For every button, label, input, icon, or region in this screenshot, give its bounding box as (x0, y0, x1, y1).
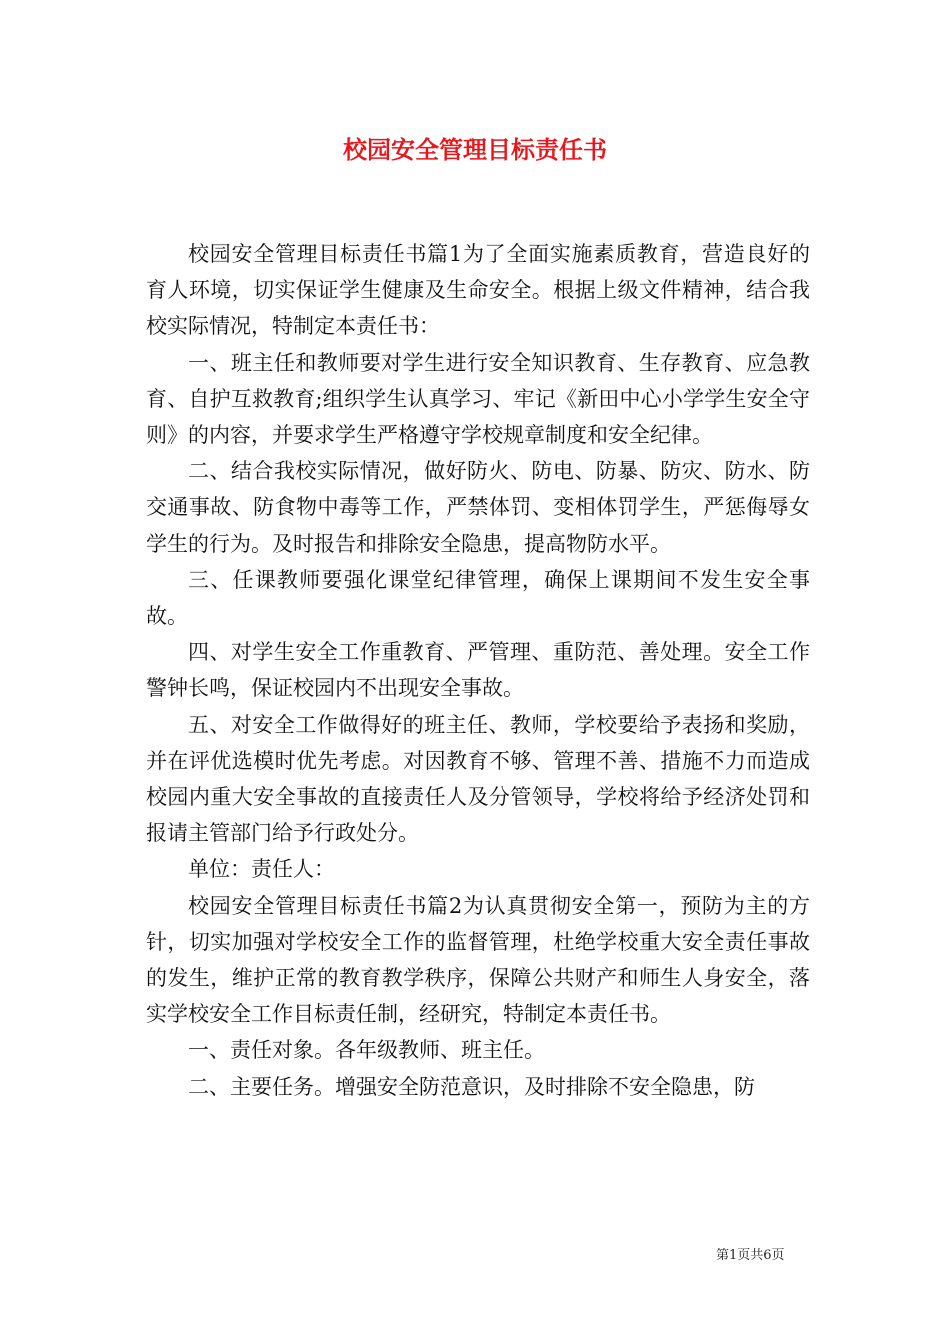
signature-line: 单位：责任人： (188, 857, 335, 882)
document-title: 校园安全管理目标责任书 (343, 136, 607, 164)
paragraph-item-5: 五、对安全工作做得好的班主任、教师，学校要给予表扬和奖励，并在评优选模时优先考虑。对因教育不够、管理不善、措施不力而造成校园内重大安全事故的直接责任人及分管领导，学校将给予经济处罚和报请主管部门给予行政处分。 (146, 712, 810, 846)
paragraph-section-2-item-2: 二、主要任务。增强安全防范意识，及时排除不安全隐患，防 (188, 1074, 755, 1099)
paragraph-item-4: 四、对学生安全工作重教育、严管理、重防范、善处理。安全工作警钟长鸣，保证校园内不出现安全事故。 (146, 640, 810, 701)
paragraph-item-1: 一、班主任和教师要对学生进行安全知识教育、生存教育、应急教育、自护互救教育;组织学生认真学习、牢记《新田中心小学学生安全守则》的内容，并要求学生严格遵守学校规章制度和安全纪律。 (146, 350, 810, 448)
paragraph-item-2: 二、结合我校实际情况，做好防火、防电、防暴、防灾、防水、防交通事故、防食物中毒等工作，严禁体罚、变相体罚学生，严惩侮辱女学生的行为。及时报告和排除安全隐患，提高物防水平。 (146, 459, 810, 556)
paragraph-intro: 校园安全管理目标责任书篇1为了全面实施素质教育，营造良好的育人环境，切实保证学生健康及生命安全。根据上级文件精神，结合我校实际情况，特制定本责任书： (146, 242, 810, 339)
paragraph-section-2-item-1: 一、责任对象。各年级教师、班主任。 (188, 1038, 545, 1063)
paragraph-section-2-intro: 校园安全管理目标责任书篇2为认真贯彻安全第一，预防为主的方针，切实加强对学校安全工作的监督管理，杜绝学校重大安全责任事故的发生，维护正常的教育教学秩序，保障公共财产和师生人身安全，落实学校安全工作目标责任制，经研究，特制定本责任书。 (146, 893, 810, 1027)
paragraph-item-3: 三、任课教师要强化课堂纪律管理，确保上课期间不发生安全事故。 (146, 567, 810, 629)
document-body (146, 236, 810, 1105)
page-number: 第1页共6页 (716, 1248, 785, 1263)
